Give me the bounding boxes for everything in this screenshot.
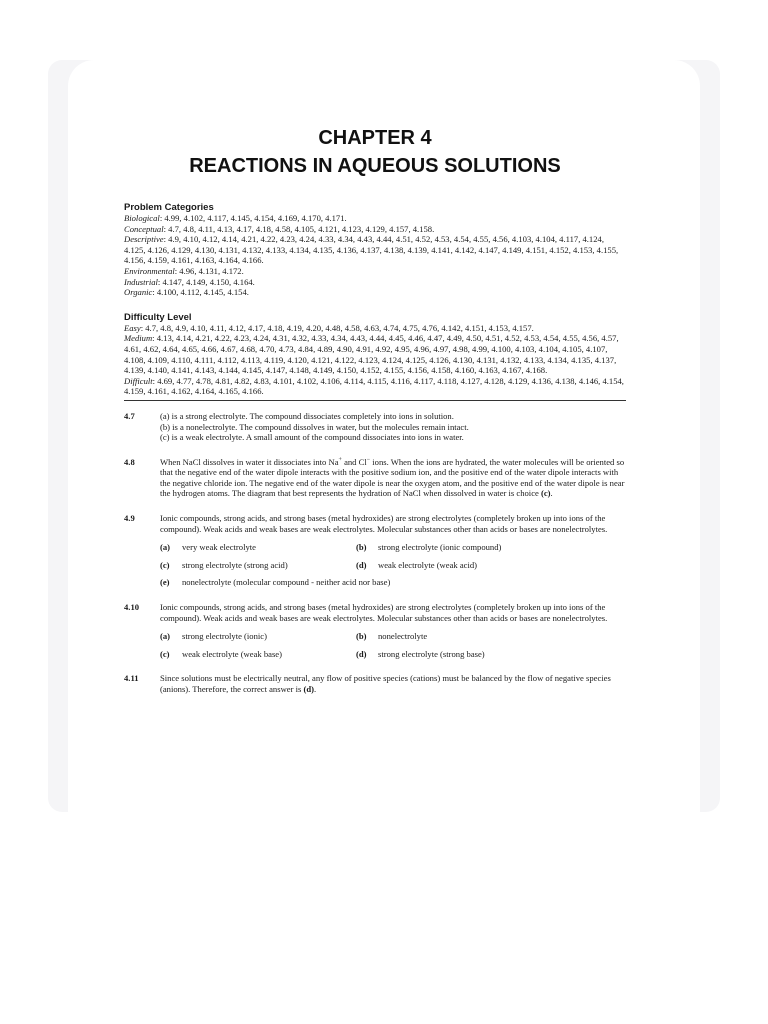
answer-choice: (c) [540, 488, 551, 499]
answer-intro: Ionic compounds, strong acids, and strong bases (metal hydroxides) are strong electrolytes (completely broken up into ions of the compound). Weak acids and weak bases are weak electrolytes. Molecular substances other than acids or bases are nonelectrolytes. [160, 602, 608, 623]
problem-4-10 [124, 602, 626, 659]
category-biological: Biological: 4.99, 4.102, 4.117, 4.145, 4.154, 4.169, 4.170, 4.171. [124, 213, 347, 223]
problem-4-9 [124, 513, 626, 588]
category-descriptive: Descriptive: 4.9, 4.10, 4.12, 4.14, 4.21, 4.22, 4.23, 4.24, 4.33, 4.34, 4.43, 4.44, 4.51, 4.52, 4.53, 4.54, 4.55, 4.56, 4.103, 4.104, 4.117, 4.124, 4.125, 4.126, 4.129, 4.130, 4.131, 4.132, 4.133, 4.134, 4.135, 4.136, 4.137, 4.138, 4.139, 4.141, 4.142, 4.147, 4.149, 4.151, 4.152, 4.153, 4.155, 4.156, 4.159, 4.161, 4.163, 4.164, 4.166. [124, 234, 619, 266]
answer-choice: (d) [303, 684, 314, 694]
chapter-number: CHAPTER 4 [318, 127, 432, 149]
difficulty-level-heading: Difficulty Level [124, 311, 192, 323]
problem-categories-heading: Problem Categories [124, 202, 214, 213]
difficulty-medium: Medium: 4.13, 4.14, 4.21, 4.22, 4.23, 4.24, 4.31, 4.32, 4.33, 4.34, 4.43, 4.44, 4.45, 4.46, 4.47, 4.49, 4.50, 4.51, 4.52, 4.53, 4.54, 4.55, 4.56, 4.57, 4.61, 4.62, 4.64, 4.65, 4.66, 4.67, 4.68, 4.70, 4.73, 4.84, 4.89, 4.90, 4.91, 4.92, 4.95, 4.96, 4.97, 4.98, 4.99, 4.100, 4.103, 4.104, 4.105, 4.107, 4.108, 4.109, 4.110, 4.111, 4.112, 4.113, 4.119, 4.120, 4.121, 4.122, 4.123, 4.124, 4.125, 4.126, 4.130, 4.131, 4.132, 4.133, 4.134, 4.135, 4.137, 4.139, 4.140, 4.141, 4.143, 4.144, 4.145, 4.147, 4.148, 4.149, 4.150, 4.152, 4.155, 4.156, 4.158, 4.160, 4.163, 4.167, 4.168. [124, 333, 619, 376]
page-content [124, 124, 626, 709]
difficulty-difficult: Difficult: 4.69, 4.77, 4.78, 4.81, 4.82, 4.83, 4.101, 4.102, 4.106, 4.114, 4.115, 4.116, 4.117, 4.118, 4.127, 4.128, 4.129, 4.136, 4.138, 4.146, 4.154, 4.159, 4.161, 4.162, 4.164, 4.165, 4.166. [124, 375, 624, 397]
problem-number: 4.11 [124, 673, 139, 684]
answer-line-c: (c) is a weak electrolyte. A small amount of the compound dissociates into ions in water. [160, 432, 464, 443]
document-page [68, 60, 700, 812]
difficulty-easy: Easy: 4.7, 4.8, 4.9, 4.10, 4.11, 4.12, 4.17, 4.18, 4.19, 4.20, 4.48, 4.58, 4.63, 4.74, 4.75, 4.76, 4.142, 4.151, 4.153, 4.157. [124, 322, 534, 333]
option-c: (c) weak electrolyte (weak base) [160, 648, 282, 659]
option-a: (a) strong electrolyte (ionic) [160, 631, 267, 642]
problem-4-8 [124, 457, 626, 499]
category-organic: Organic: 4.100, 4.112, 4.145, 4.154. [124, 287, 249, 298]
answer-options [160, 631, 626, 659]
chapter-title [124, 124, 626, 180]
answer-line-b: (b) is a nonelectrolyte. The compound dissolves in water, but the molecules remain intact. [160, 421, 469, 432]
problem-number: 4.9 [124, 513, 135, 524]
answer-line-a: (a) is a strong electrolyte. The compound dissociates completely into ions in solution. [160, 410, 454, 421]
problem-number: 4.10 [124, 602, 140, 613]
chapter-name: REACTIONS IN AQUEOUS SOLUTIONS [189, 155, 561, 177]
option-b: (b) strong electrolyte (ionic compound) [356, 542, 502, 553]
problem-4-7 [124, 411, 626, 443]
answer-options [160, 542, 626, 588]
category-environmental: Environmental: 4.96, 4.131, 4.172. [124, 265, 244, 276]
section-divider [124, 400, 626, 401]
answer-text: Since solutions must be electrically neutral, any flow of positive species (cations) must be balanced by the flow of negative species (anions). Therefore, the correct answer is (d). [160, 673, 611, 694]
option-c: (c) strong electrolyte (strong acid) [160, 559, 288, 570]
option-d: (d) strong electrolyte (strong base) [356, 648, 485, 659]
option-a: (a) very weak electrolyte [160, 542, 256, 553]
problem-number: 4.8 [124, 456, 135, 467]
option-e: (e) nonelectrolyte (molecular compound - neither acid nor base) [160, 577, 391, 588]
option-b: (b) nonelectrolyte [356, 631, 428, 642]
answer-intro: Ionic compounds, strong acids, and strong bases (metal hydroxides) are strong electrolytes (completely broken up into ions of the compound). Weak acids and weak bases are weak electrolytes. Molecular substances other than acids or bases are nonelectrolytes. [160, 513, 608, 534]
problem-number: 4.7 [124, 410, 135, 421]
category-conceptual: Conceptual: 4.7, 4.8, 4.11, 4.13, 4.17, 4.18, 4.58, 4.105, 4.121, 4.123, 4.129, 4.157, 4.158. [124, 223, 435, 234]
option-d: (d) weak electrolyte (weak acid) [356, 559, 478, 570]
category-industrial: Industrial: 4.147, 4.149, 4.150, 4.164. [124, 276, 255, 287]
answer-text: When NaCl dissolves in water it dissociates into Na+ and Cl− ions. When the ions are hydrated, the water molecules will be oriented so that the negative end of the water dipole interacts with the positive sodium ion, and the positive end of the water dipole interacts with the negative chloride ion. The negative end of the water dipole is near the oxygen atom, and the positive end of the water dipole is near the hydrogen atoms. The diagram that best represents the hydration of NaCl when dissolved in water is choice (c). [160, 456, 625, 499]
problem-4-11 [124, 673, 626, 694]
